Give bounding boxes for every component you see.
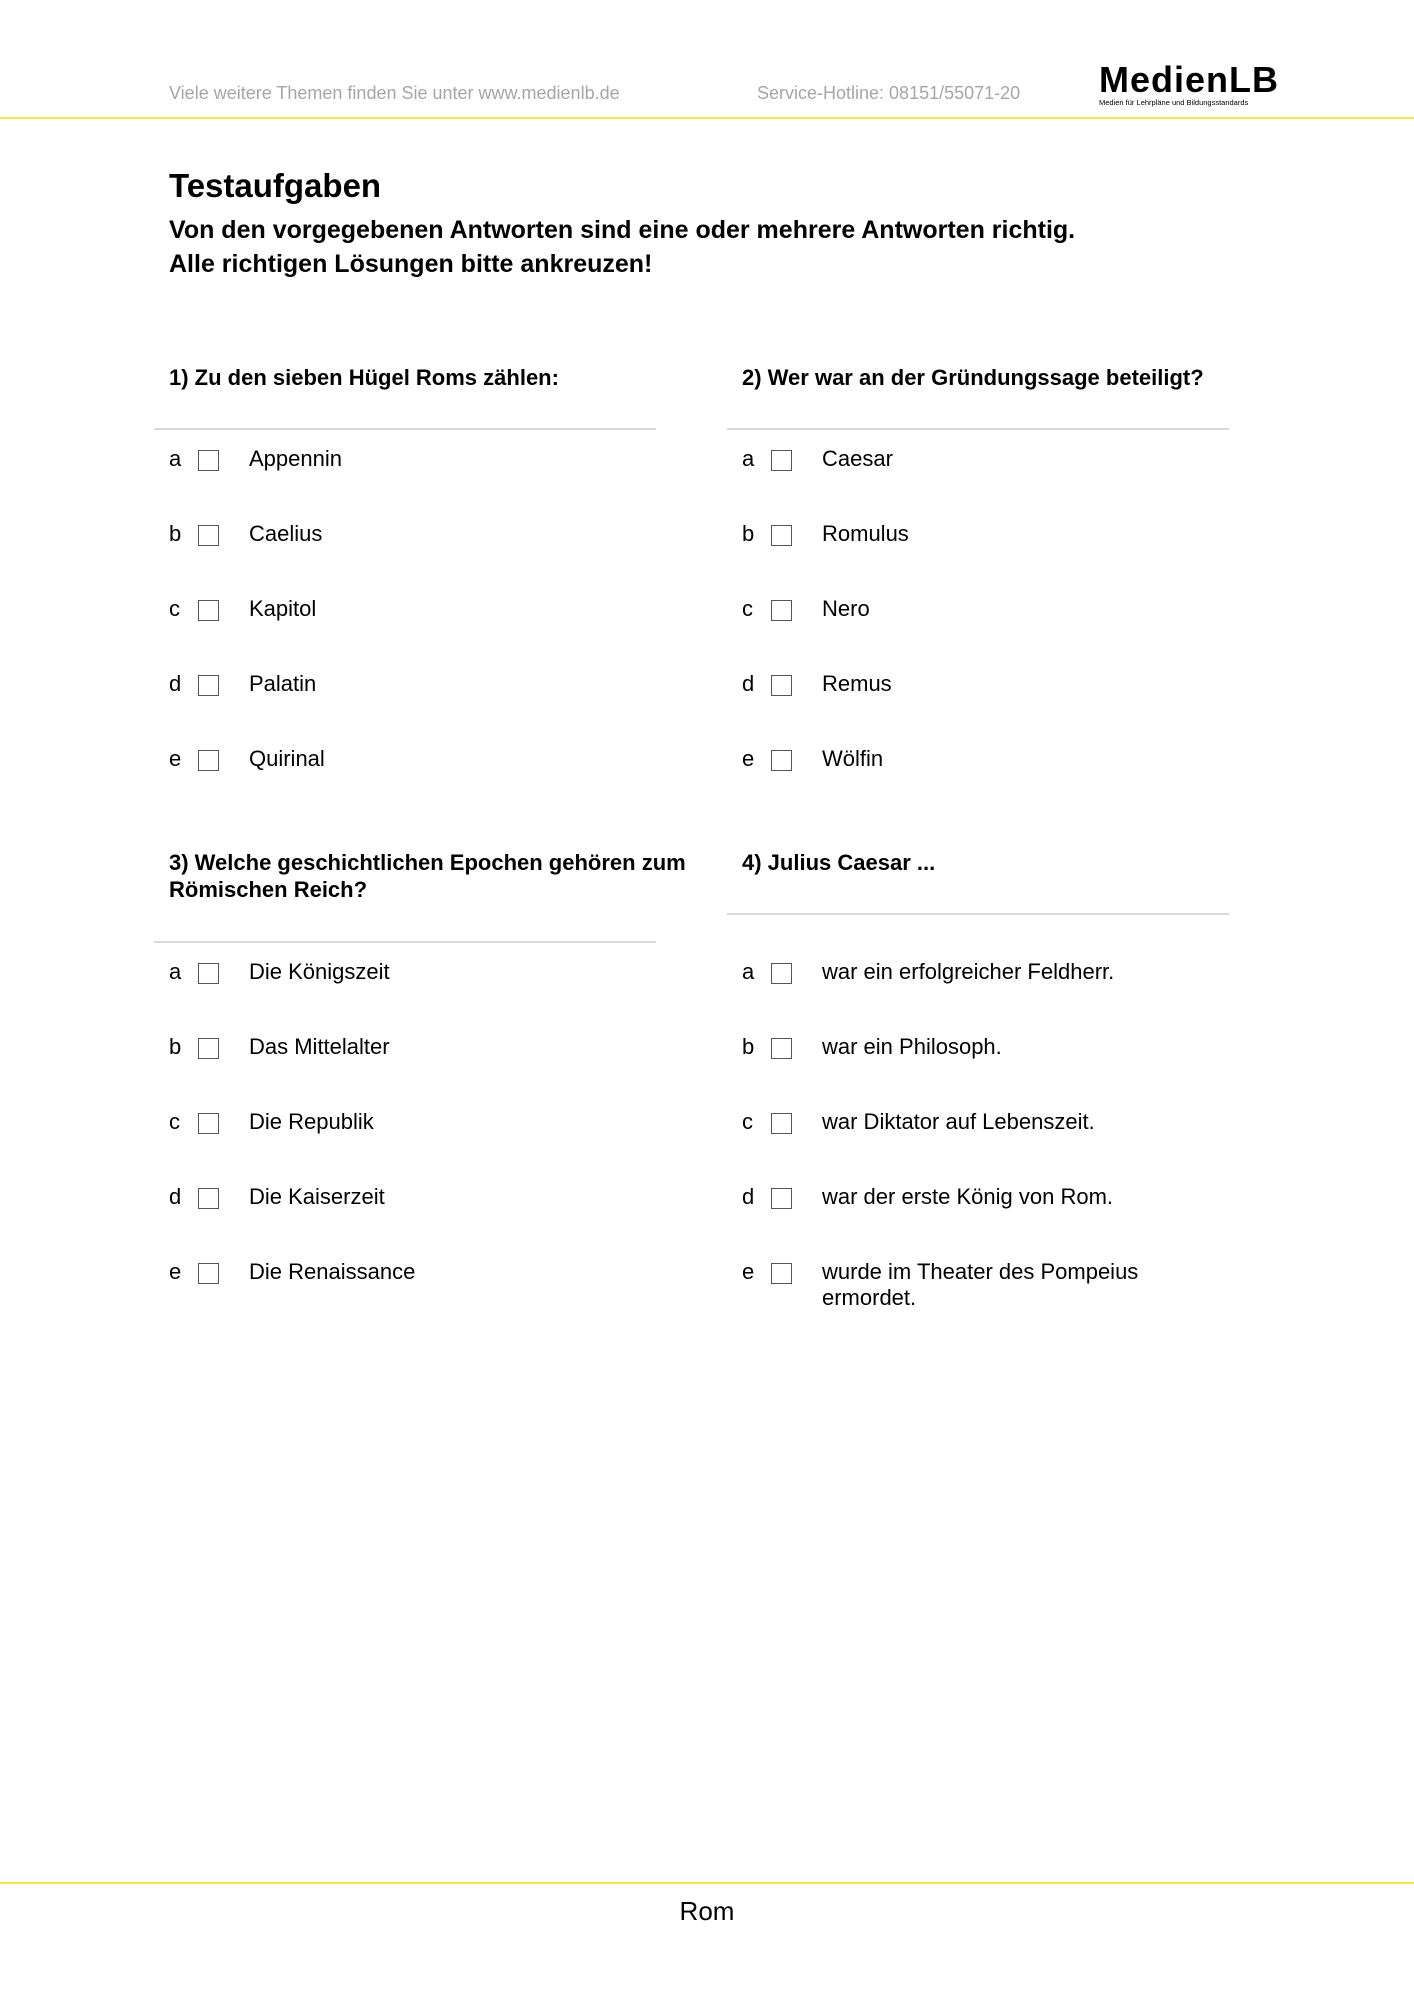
question-divider [727, 428, 1229, 430]
option-letter: e [742, 1259, 755, 1284]
checkbox[interactable] [198, 1263, 219, 1284]
question-text: 1) Zu den sieben Hügel Roms zählen: [169, 365, 559, 390]
checkbox[interactable] [198, 1113, 219, 1134]
question-text: 2) Wer war an der Gründungssage beteiligt? [742, 365, 1204, 390]
option-letter: d [742, 1184, 755, 1209]
option-letter: a [742, 959, 755, 984]
checkbox[interactable] [198, 963, 219, 984]
option-text: Die Königszeit [249, 959, 390, 984]
option-letter: a [169, 959, 182, 984]
header-divider [0, 117, 1414, 119]
header-hotline-text: Service-Hotline: 08151/55071-20 [757, 83, 1021, 103]
option-text: Die Republik [249, 1109, 374, 1134]
checkbox[interactable] [198, 1038, 219, 1059]
option-letter: a [742, 446, 755, 471]
footer-title: Rom [679, 1896, 735, 1926]
question-4 [727, 849, 1287, 1310]
option-text: Nero [822, 596, 870, 621]
question-text: 4) Julius Caesar ... [742, 850, 936, 875]
instruction-line-2: Alle richtigen Lösungen bitte ankreuzen! [169, 250, 653, 278]
option-letter: b [169, 521, 182, 546]
logo-subtitle: Medien für Lehrpläne und Bildungsstandards [1099, 98, 1249, 107]
footer-divider [0, 1882, 1414, 1884]
option-text: Palatin [249, 671, 317, 696]
option-letter: e [169, 1259, 182, 1284]
option-letter: c [742, 1109, 753, 1134]
option-letter: d [742, 671, 755, 696]
checkbox[interactable] [198, 450, 219, 471]
option-text: war Diktator auf Lebenszeit. [822, 1109, 1095, 1134]
checkbox[interactable] [771, 525, 792, 546]
option-text: Wölfin [822, 746, 884, 771]
option-text: Caelius [249, 521, 323, 546]
checkbox[interactable] [771, 1113, 792, 1134]
option-text: Appennin [249, 446, 342, 471]
option-letter: e [169, 746, 182, 771]
option-letter: a [169, 446, 182, 471]
page-title: Testaufgaben [169, 167, 382, 204]
checkbox[interactable] [198, 675, 219, 696]
checkbox[interactable] [198, 525, 219, 546]
instructions [169, 213, 1075, 281]
option-letter: b [169, 1034, 182, 1059]
logo-wordmark: MedienLB [1099, 59, 1280, 100]
checkbox[interactable] [771, 963, 792, 984]
question-1 [154, 364, 714, 771]
option-text: war ein Philosoph. [822, 1034, 1002, 1059]
option-letter: e [742, 746, 755, 771]
option-text: Caesar [822, 446, 893, 471]
checkbox[interactable] [771, 750, 792, 771]
checkbox[interactable] [771, 450, 792, 471]
checkbox[interactable] [771, 675, 792, 696]
option-text: Quirinal [249, 746, 325, 771]
checkbox[interactable] [771, 1263, 792, 1284]
option-text: Remus [822, 671, 892, 696]
question-divider [154, 428, 656, 430]
question-3 [154, 849, 714, 1284]
instruction-line-1: Von den vorgegebenen Antworten sind eine oder mehrere Antworten richtig. [169, 216, 1076, 244]
checkbox[interactable] [198, 1188, 219, 1209]
option-text: Romulus [822, 521, 909, 546]
checkbox[interactable] [198, 600, 219, 621]
option-text: Die Kaiserzeit [249, 1184, 385, 1209]
option-text: war der erste König von Rom. [822, 1184, 1114, 1209]
header-website-text: Viele weitere Themen finden Sie unter www.medienlb.de [169, 83, 620, 103]
question-text: 3) Welche geschichtlichen Epochen gehören zum Römischen Reich? [169, 850, 686, 902]
medienlb-logo [1099, 59, 1291, 107]
option-text: war ein erfolgreicher Feldherr. [822, 959, 1115, 984]
option-text: wurde im Theater des Pompeius ermordet. [822, 1259, 1139, 1310]
checkbox[interactable] [771, 1038, 792, 1059]
option-letter: d [169, 671, 182, 696]
checkbox[interactable] [198, 750, 219, 771]
option-text: Die Renaissance [249, 1259, 416, 1284]
option-letter: c [169, 596, 180, 621]
question-divider [727, 913, 1229, 915]
option-letter: d [169, 1184, 182, 1209]
option-letter: b [742, 521, 755, 546]
checkbox[interactable] [771, 1188, 792, 1209]
option-letter: c [169, 1109, 180, 1134]
question-2 [727, 364, 1287, 771]
option-text: Das Mittelalter [249, 1034, 390, 1059]
option-letter: b [742, 1034, 755, 1059]
option-letter: c [742, 596, 753, 621]
question-divider [154, 941, 656, 943]
option-text: Kapitol [249, 596, 317, 621]
checkbox[interactable] [771, 600, 792, 621]
